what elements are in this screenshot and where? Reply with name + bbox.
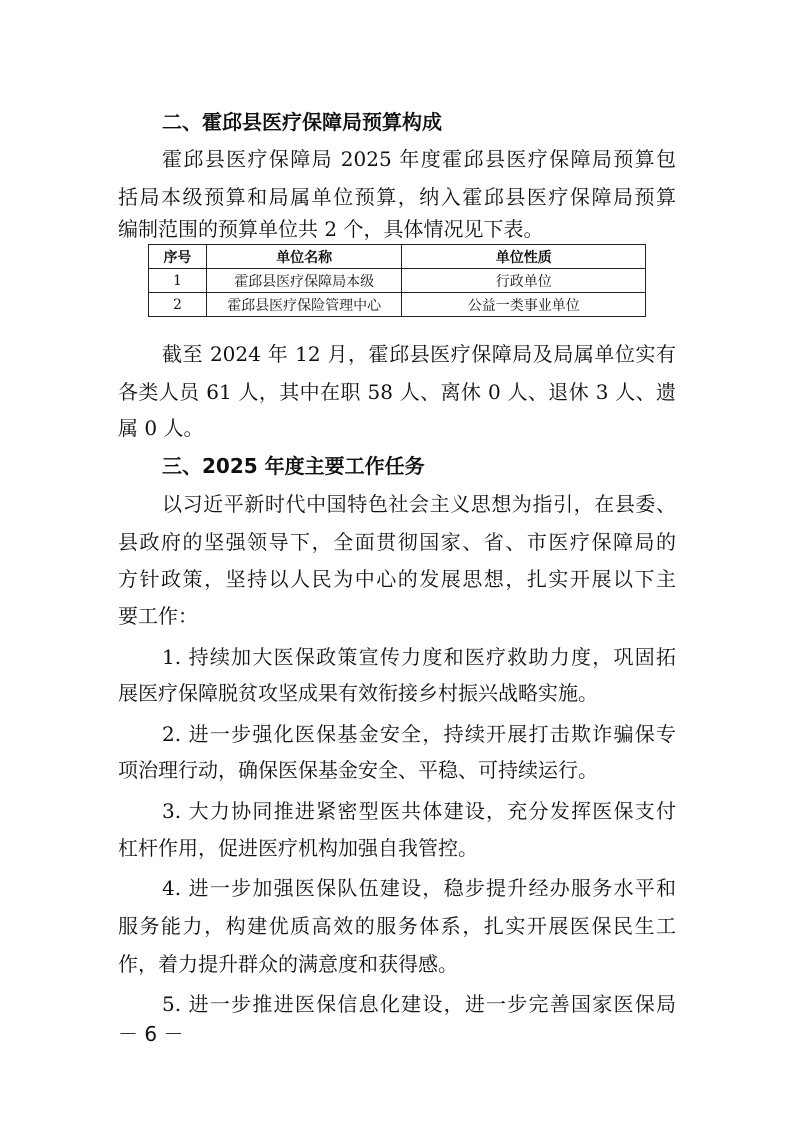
task-item-line: 3. 大力协同推进紧密型医共体建设，充分发挥医保支付 <box>162 799 676 823</box>
table-header-cell: 单位名称 <box>206 245 402 269</box>
paragraph-line: 县政府的坚强领导下，全面贯彻国家、省、市医疗保障局的 <box>118 530 676 554</box>
table-cell: 公益一类事业单位 <box>402 293 646 317</box>
paragraph-line: 方针政策，坚持以人民为中心的发展思想，扎实开展以下主 <box>118 567 676 591</box>
paragraph-line: 霍邱县医疗保障局 2025 年度霍邱县医疗保障局预算包 <box>162 147 676 171</box>
table-row <box>149 293 646 317</box>
paragraph-line: 括局本级预算和局属单位预算，纳入霍邱县医疗保障局预算 <box>118 185 676 209</box>
budget-units-table <box>148 244 646 317</box>
table-cell: 1 <box>149 269 207 293</box>
paragraph-line: 要工作： <box>118 604 198 628</box>
table-header-cell: 单位性质 <box>402 245 646 269</box>
task-item-line: 服务能力，构建优质高效的服务体系，扎实开展医保民生工 <box>118 914 676 938</box>
task-item-line: 杠杆作用，促进医疗机构加强自我管控。 <box>118 836 478 860</box>
section-3-heading: 三、2025 年度主要工作任务 <box>162 454 425 478</box>
table-cell: 2 <box>149 293 207 317</box>
table-cell: 霍邱县医疗保障局本级 <box>206 269 402 293</box>
table-cell: 行政单位 <box>402 269 646 293</box>
section-2-heading: 二、霍邱县医疗保障局预算构成 <box>162 110 442 134</box>
page-number: － 6 － <box>118 1022 184 1046</box>
table-header-row <box>149 245 646 269</box>
task-item-line: 1. 持续加大医保政策宣传力度和医疗救助力度，巩固拓 <box>162 645 676 669</box>
paragraph-line: 以习近平新时代中国特色社会主义思想为指引，在县委、 <box>162 492 676 516</box>
paragraph-line: 属 0 人。 <box>118 416 204 440</box>
task-item-line: 5. 进一步推进医保信息化建设，进一步完善国家医保局 <box>162 992 676 1016</box>
paragraph-line: 各类人员 61 人，其中在职 58 人、离休 0 人、退休 3 人、遗 <box>118 380 676 404</box>
table-cell: 霍邱县医疗保险管理中心 <box>206 293 402 317</box>
paragraph-line: 编制范围的预算单位共 2 个，具体情况见下表。 <box>118 217 544 241</box>
table-header-cell: 序号 <box>149 245 207 269</box>
task-item-line: 4. 进一步加强医保队伍建设，稳步提升经办服务水平和 <box>162 876 676 900</box>
task-item-line: 作，着力提升群众的满意度和获得感。 <box>118 952 458 976</box>
paragraph-line: 截至 2024 年 12 月，霍邱县医疗保障局及局属单位实有 <box>162 342 676 366</box>
task-item-line: 展医疗保障脱贫攻坚成果有效衔接乡村振兴战略实施。 <box>118 681 598 705</box>
task-item-line: 2. 进一步强化医保基金安全，持续开展打击欺诈骗保专 <box>162 722 676 746</box>
table-row <box>149 269 646 293</box>
task-item-line: 项治理行动，确保医保基金安全、平稳、可持续运行。 <box>118 758 598 782</box>
